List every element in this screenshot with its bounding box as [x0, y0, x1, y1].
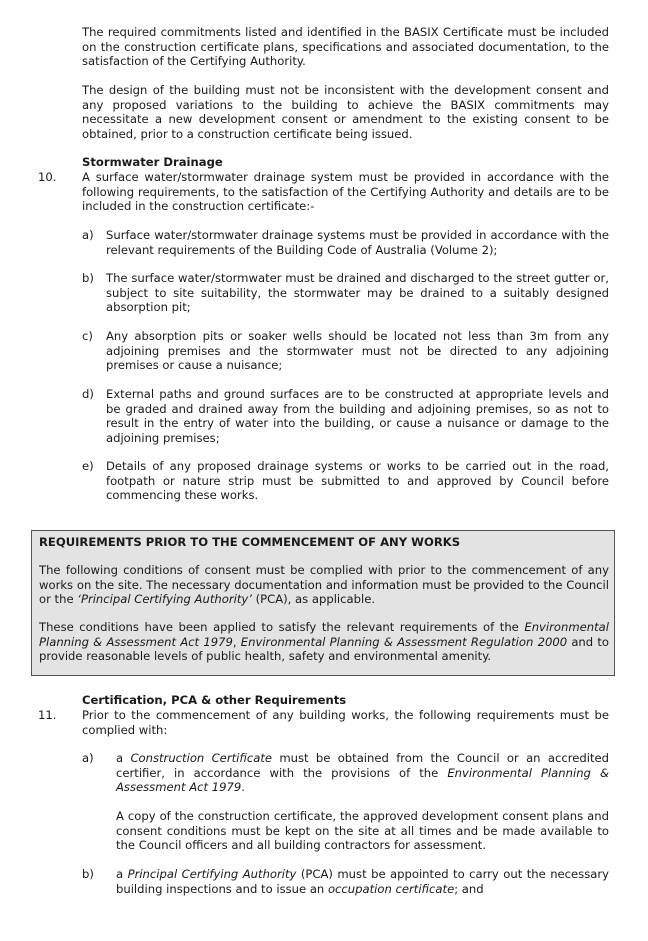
basix-paragraph-1: The required commitments listed and identified in the BASIX Certificate must be included on the construction certificate plans, specifications and associated documentation, to the satisfaction of the Certifying Authority. — [82, 25, 609, 68]
certification-intro: Prior to the commencement of any building works, the following requirements must be complied with: — [82, 708, 609, 737]
list-item-text: External paths and ground surfaces are to be constructed at appropriate levels and be graded and drained away from the building and adjoining premises, so as not to result in the entry of water into the building, or cause a nuisance or damage to the adjoining premises; — [106, 387, 609, 445]
requirements-box-paragraph-2: These conditions have been applied to satisfy the relevant requirements of the Environmental Planning & Assessment Act 1979, Environmental Planning & Assessment Regulation 2000 and to provide reasonable levels of public health, safety and environmental amenity. — [39, 620, 610, 663]
condition-number-11: 11. — [38, 708, 57, 722]
stormwater-intro: A surface water/stormwater drainage system must be provided in accordance with the following requirements, to the satisfaction of the Certifying Authority and details are to be included in the construction certificate:- — [82, 170, 609, 213]
list-item-label: b) — [82, 867, 94, 881]
list-item-label: b) — [82, 271, 94, 285]
list-item-text: Surface water/stormwater drainage systems must be provided in accordance with the relevant requirements of the Building Code of Australia (Volume 2); — [106, 228, 609, 257]
pca-appointment-text: a Principal Certifying Authority (PCA) must be appointed to carry out the necessary building inspections and to issue an occupation certificate; and — [116, 867, 609, 896]
construction-certificate-copy-text: A copy of the construction certificate, the approved development consent plans and consent conditions must be kept on the site at all times and be made available to the Council officers and all building contractors for assessment. — [116, 809, 609, 852]
list-item-label: e) — [82, 459, 94, 473]
list-item-label: d) — [82, 387, 94, 401]
requirements-box-paragraph-1: The following conditions of consent must be complied with prior to the commencement of any works on the site. The necessary documentation and information must be provided to the Council or the ‘Principal Certifying Authority’ (PCA), as applicable. — [39, 563, 609, 606]
list-item-text: The surface water/stormwater must be drained and discharged to the street gutter or, subject to site suitability, the stormwater may be drained to a suitably designed absorption pit; — [106, 271, 609, 314]
basix-paragraph-2: The design of the building must not be inconsistent with the development consent and any proposed variations to the building to achieve the BASIX commitments may necessitate a new development consent or amendment to the existing consent to be obtained, prior to a construction certificate being issued. — [82, 83, 609, 141]
list-item-text: Details of any proposed drainage systems or works to be carried out in the road, footpath or nature strip must be submitted to and approved by Council before commencing these works. — [106, 459, 609, 502]
list-item-text: Any absorption pits or soaker wells should be located not less than 3m from any adjoining premises and the stormwater must not be directed to any adjoining premises or cause a nuisance; — [106, 329, 609, 372]
stormwater-heading: Stormwater Drainage — [82, 155, 223, 169]
list-item-label: a) — [82, 228, 94, 242]
list-item-label: a) — [82, 751, 94, 765]
requirements-box-title: REQUIREMENTS PRIOR TO THE COMMENCEMENT OF ANY WORKS — [39, 535, 461, 549]
condition-number-10: 10. — [38, 170, 57, 184]
certification-heading: Certification, PCA & other Requirements — [82, 693, 347, 707]
list-item-label: c) — [82, 329, 93, 343]
requirements-box — [31, 530, 615, 676]
construction-certificate-text: a Construction Certificate must be obtained from the Council or an accredited certifier, in accordance with the provisions of the Environmental Planning & Assessment Act 1979. — [116, 751, 609, 794]
